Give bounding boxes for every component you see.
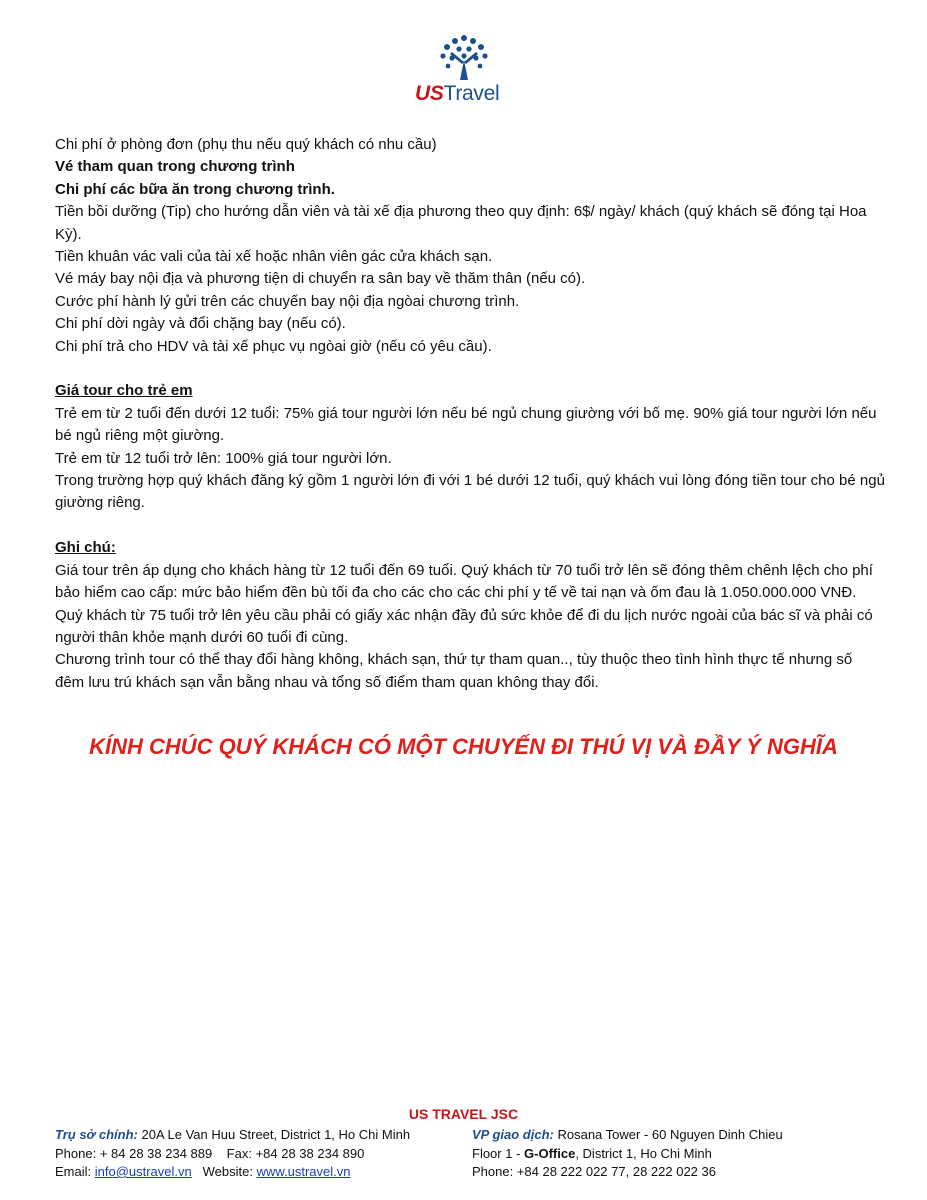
- floor-suffix: , District 1, Ho Chi Minh: [575, 1145, 712, 1161]
- office-floor-line: [472, 1145, 783, 1164]
- excluded-item: Chi phí trả cho HDV và tài xế phục vụ ngòai giờ (nếu có yêu cầu).: [55, 337, 492, 355]
- footer-office: [472, 1126, 783, 1182]
- note-line: Giá tour trên áp dụng cho khách hàng từ 12 tuổi đến 69 tuổi. Quý khách từ 70 tuổi trở lên sẽ đóng thêm chênh lệch cho phí bảo hiểm cao cấp: mức bảo hiểm đền bù tối đa cho các cho các chi phí y tế về tai nạn và ốm đau là 1.050.000.000 VNĐ.: [55, 561, 873, 602]
- excluded-item: Tiền bồi dưỡng (Tip) cho hướng dẫn viên và tài xế địa phương theo quy định: 6$/ ngày/ khách (quý khách sẽ đóng tại Hoa Kỳ).: [55, 203, 867, 243]
- website-link[interactable]: www.ustravel.vn: [256, 1164, 351, 1179]
- office-address: Rosana Tower - 60 Nguyen Dinh Chieu: [553, 1127, 783, 1142]
- closing-message: KÍNH CHÚC QUÝ KHÁCH CÓ MỘT CHUYẾN ĐI THÚ VỊ VÀ ĐẦY Ý NGHĨA: [89, 734, 838, 759]
- hq-phone-line: Phone: + 84 28 38 234 889 Fax: +84 28 38 234 890: [55, 1145, 365, 1161]
- footer-company: US TRAVEL JSC: [408, 1106, 519, 1122]
- logo-travel-text: Travel: [443, 82, 500, 105]
- excluded-item: Cước phí hành lý gửi trên các chuyến bay nội địa ngòai chương trình.: [55, 292, 520, 310]
- footer-headquarters: [55, 1126, 410, 1182]
- website-label: Website:: [191, 1164, 257, 1179]
- child-price-heading: Giá tour cho trẻ em: [55, 382, 193, 400]
- note-line: Chương trình tour có thể thay đổi hàng không, khách sạn, thứ tự tham quan.., tùy thuộc theo tình hình thực tế nhưng số đêm lưu trú khách sạn vẫn bằng nhau và tổng số điểm tham quan không thay đổi.: [55, 651, 853, 691]
- hq-address-line: [55, 1126, 410, 1145]
- email-label: Email:: [55, 1164, 95, 1179]
- office-address-line: [472, 1126, 783, 1145]
- child-price-line: Trẻ em từ 12 tuổi trở lên: 100% giá tour người lớn.: [55, 449, 392, 467]
- excluded-item: Chi phí dời ngày và đổi chặng bay (nếu có).: [55, 315, 346, 333]
- document-body: [55, 134, 885, 694]
- email-link[interactable]: info@ustravel.vn: [94, 1164, 192, 1179]
- child-price-line: Trẻ em từ 2 tuổi đến dưới 12 tuổi: 75% giá tour người lớn nếu bé ngủ chung giường với bố mẹ. 90% giá tour người lớn nếu bé ngủ riêng một giường.: [55, 404, 877, 445]
- tree-people-icon: [434, 32, 494, 84]
- floor-prefix: Floor 1 -: [472, 1145, 525, 1161]
- office-label: VP giao dịch:: [472, 1127, 554, 1142]
- logo-us-text: US: [415, 82, 444, 105]
- office-phone-line: Phone: +84 28 222 022 77, 28 222 022 36: [472, 1164, 716, 1179]
- logo-wordmark: [415, 82, 525, 106]
- hq-address: 20A Le Van Huu Street, District 1, Ho Chi Minh: [137, 1127, 411, 1142]
- notes-heading: Ghi chú:: [55, 539, 116, 557]
- child-price-line: Trong trường hợp quý khách đăng ký gồm 1 người lớn đi với 1 bé dưới 12 tuổi, quý khách vui lòng đóng tiền tour cho bé ngủ giường riêng.: [55, 472, 885, 512]
- hq-contact-line: [55, 1163, 410, 1182]
- floor-bold: G-Office: [524, 1145, 576, 1161]
- hq-label: Trụ sở chính:: [55, 1127, 138, 1142]
- excluded-item: Chi phí các bữa ăn trong chương trình.: [55, 180, 335, 198]
- excluded-item: Vé tham quan trong chương trình: [55, 158, 295, 176]
- excluded-item: Vé máy bay nội địa và phương tiện di chuyển ra sân bay về thăm thân (nếu có).: [55, 270, 586, 288]
- excluded-item: Chi phí ở phòng đơn (phụ thu nếu quý khách có nhu cầu): [55, 136, 437, 153]
- note-line: Quý khách từ 75 tuổi trở lên yêu cầu phải có giấy xác nhận đầy đủ sức khỏe để đi du lịch nước ngoài của bác sĩ và phải có người thân khỏe mạnh dưới 60 tuổi đi cùng.: [55, 606, 873, 646]
- spacer: [55, 358, 885, 380]
- us-travel-logo: [410, 32, 520, 108]
- spacer: [55, 515, 885, 537]
- excluded-item: Tiền khuân vác vali của tài xế hoặc nhân viên gác cửa khách sạn.: [55, 248, 493, 266]
